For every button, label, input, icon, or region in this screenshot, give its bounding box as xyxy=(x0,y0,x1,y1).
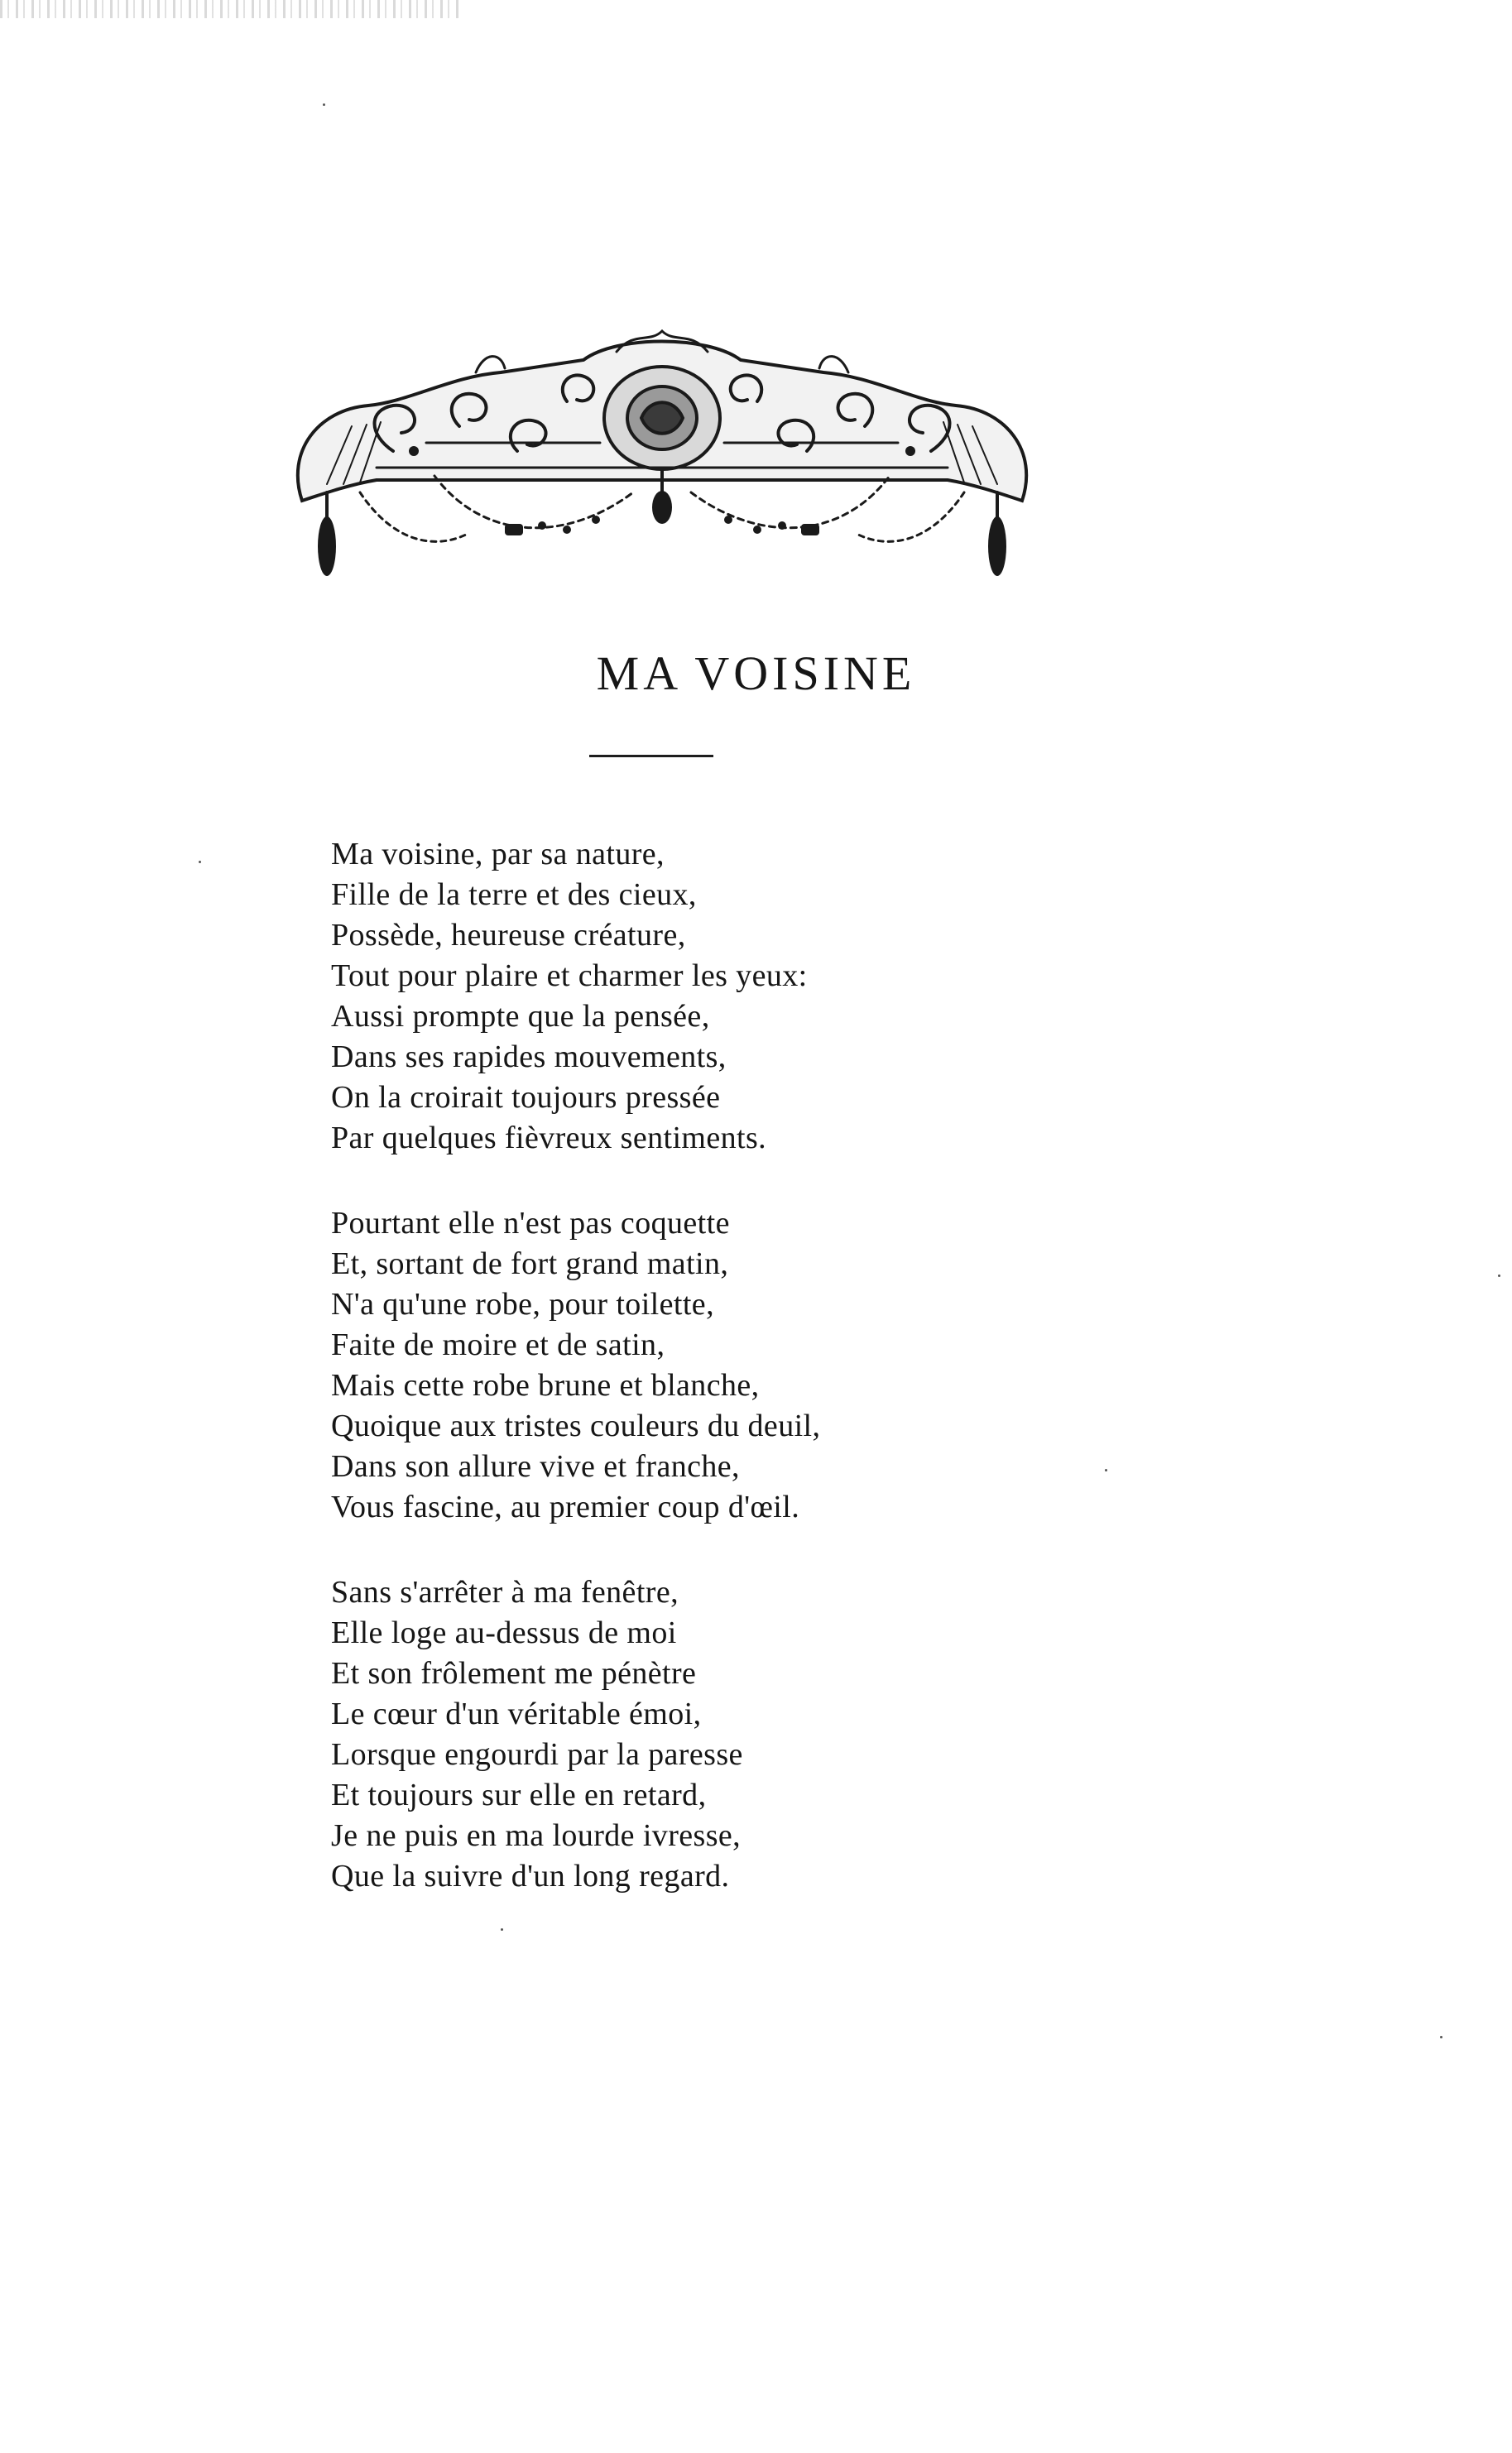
scan-speck xyxy=(1498,1275,1500,1277)
poem-line: Lorsque engourdi par la paresse xyxy=(331,1737,743,1772)
poem-line: Quoique aux tristes couleurs du deuil, xyxy=(331,1409,821,1443)
scan-edge-noise xyxy=(0,0,463,18)
stanza-2 xyxy=(331,1203,1241,1528)
scan-speck xyxy=(1105,1469,1107,1471)
poem-title: MA VOISINE xyxy=(596,646,916,700)
poem-line: Pourtant elle n'est pas coquette xyxy=(331,1206,730,1241)
poem-line: Faite de moire et de satin, xyxy=(331,1327,665,1362)
poem-body xyxy=(331,834,1241,1942)
poem-line: Le cœur d'un véritable émoi, xyxy=(331,1697,702,1731)
poem-line: Elle loge au-dessus de moi xyxy=(331,1615,677,1650)
title-divider-rule xyxy=(589,755,713,757)
poem-line: N'a qu'une robe, pour toilette, xyxy=(331,1287,714,1322)
poem-line: Possède, heureuse créature, xyxy=(331,918,686,953)
poem-line: Vous fascine, au premier coup d'œil. xyxy=(331,1490,800,1524)
poem-line: Aussi prompte que la pensée, xyxy=(331,999,710,1034)
poem-line: Que la suivre d'un long regard. xyxy=(331,1859,730,1894)
poem-line: Dans son allure vive et franche, xyxy=(331,1449,740,1484)
poem-line: On la croirait toujours pressée xyxy=(331,1080,721,1115)
poem-line: Fille de la terre et des cieux, xyxy=(331,877,697,912)
stanza-3 xyxy=(331,1572,1241,1897)
poem-line: Mais cette robe brune et blanche, xyxy=(331,1368,760,1403)
poem-line: Sans s'arrêter à ma fenêtre, xyxy=(331,1575,679,1610)
scan-speck xyxy=(1440,2036,1442,2038)
poem-line: Tout pour plaire et charmer les yeux: xyxy=(331,958,808,993)
scan-speck xyxy=(501,1928,503,1931)
poem-line: Et son frôlement me pénètre xyxy=(331,1656,697,1691)
poem-line: Je ne puis en ma lourde ivresse, xyxy=(331,1818,742,1853)
poem-line: Par quelques fièvreux sentiments. xyxy=(331,1121,767,1155)
scan-speck xyxy=(199,861,201,863)
baroque-headpiece-ornament-icon xyxy=(269,327,1055,592)
poem-line: Ma voisine, par sa nature, xyxy=(331,837,665,871)
poem-line: Et, sortant de fort grand matin, xyxy=(331,1246,729,1281)
scan-speck xyxy=(323,103,325,106)
stanza-1 xyxy=(331,834,1241,1159)
poem-line: Dans ses rapides mouvements, xyxy=(331,1039,727,1074)
poem-line: Et toujours sur elle en retard, xyxy=(331,1778,707,1812)
